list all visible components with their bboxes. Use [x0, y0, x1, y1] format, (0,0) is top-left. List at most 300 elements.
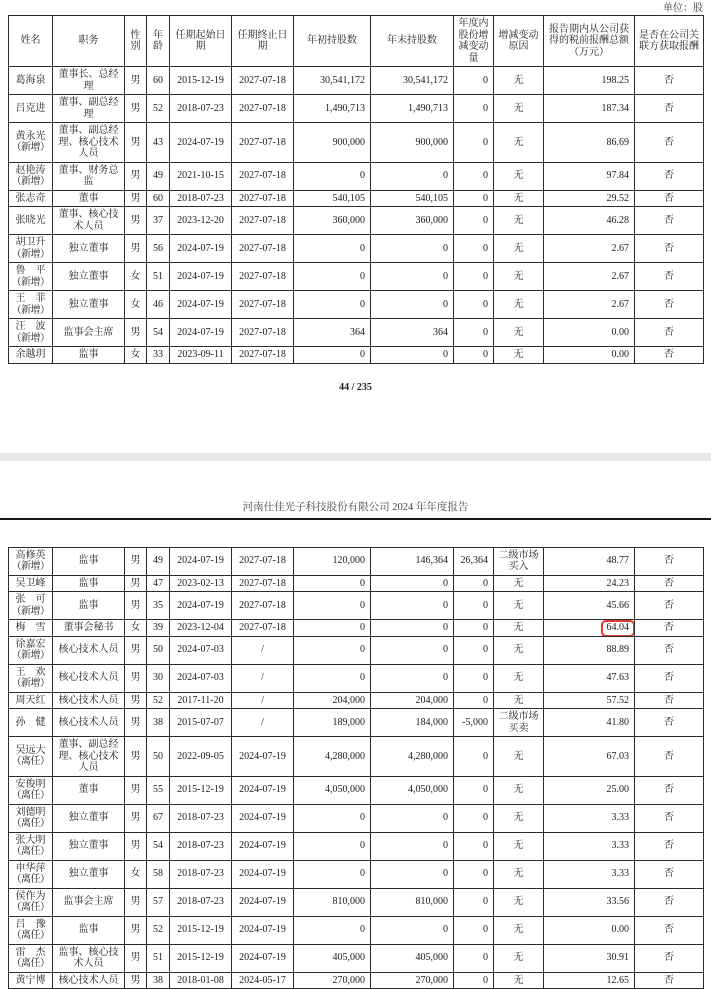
cell-term-end: 2027-07-18: [232, 123, 294, 163]
cell-term-start: 2023-12-20: [170, 207, 232, 235]
cell-shares-begin: 0: [294, 916, 371, 944]
cell-age: 56: [147, 235, 170, 263]
cell-change-reason: 无: [494, 664, 544, 692]
cell-age: 60: [147, 67, 170, 95]
cell-shares-end: 0: [371, 620, 454, 637]
cell-shares-begin: 1,490,713: [294, 95, 371, 123]
cell-change-reason: 无: [494, 575, 544, 592]
cell-change-reason: 无: [494, 944, 544, 972]
cell-age: 43: [147, 123, 170, 163]
table-row: [9, 319, 704, 347]
cell-compensation: [544, 547, 635, 575]
cell-gender: 男: [125, 832, 147, 860]
compensation-value: 2.67: [612, 271, 630, 283]
cell-position: 董事、副总经理、核心技术人员: [53, 123, 125, 163]
cell-term-start: 2023-02-13: [170, 575, 232, 592]
cell-related-party: 否: [635, 190, 704, 207]
compensation-value: 45.66: [607, 600, 630, 612]
table-row: [9, 916, 704, 944]
cell-shares-begin: 0: [294, 235, 371, 263]
cell-position: 董事长、总经理: [53, 67, 125, 95]
compensation-value: 88.89: [607, 644, 630, 656]
cell-share-change: 0: [454, 737, 494, 777]
cell-related-party: 否: [635, 575, 704, 592]
cell-change-reason: 无: [494, 860, 544, 888]
cell-term-end: /: [232, 692, 294, 709]
cell-term-start: 2024-07-03: [170, 664, 232, 692]
cell-term-start: 2015-12-19: [170, 776, 232, 804]
compensation-value: 29.52: [607, 193, 630, 205]
cell-name: 刘德明 （离任）: [9, 804, 53, 832]
table-row: [9, 620, 704, 637]
cell-shares-begin: 270,000: [294, 972, 371, 989]
cell-share-change: 0: [454, 832, 494, 860]
report-page-45: [0, 501, 711, 989]
compensation-value: 0.00: [612, 924, 630, 936]
cell-shares-end: 0: [371, 592, 454, 620]
compensation-value: 0.00: [612, 327, 630, 339]
table-row: [9, 162, 704, 190]
cell-related-party: 否: [635, 916, 704, 944]
cell-name: 周天红: [9, 692, 53, 709]
cell-related-party: 否: [635, 664, 704, 692]
title-rule: [0, 518, 711, 520]
table-row: [9, 575, 704, 592]
cell-related-party: 否: [635, 291, 704, 319]
cell-change-reason: 二级市场买卖: [494, 709, 544, 737]
col-header-gender: 性别: [125, 16, 147, 67]
compensation-value: 198.25: [602, 75, 630, 87]
cell-shares-end: 0: [371, 916, 454, 944]
cell-change-reason: 无: [494, 95, 544, 123]
cell-related-party: 否: [635, 592, 704, 620]
col-header-age: 年龄: [147, 16, 170, 67]
cell-age: 51: [147, 944, 170, 972]
cell-compensation: [544, 832, 635, 860]
cell-term-start: 2024-07-19: [170, 547, 232, 575]
cell-age: 67: [147, 804, 170, 832]
col-header-share-change: 年度内股份增减变动量: [454, 16, 494, 67]
compensation-value: 64.04: [601, 620, 635, 636]
cell-change-reason: 无: [494, 123, 544, 163]
cell-term-end: 2027-07-18: [232, 547, 294, 575]
compensation-value: 25.00: [607, 784, 630, 796]
cell-shares-end: 270,000: [371, 972, 454, 989]
cell-position: 监事、核心技术人员: [53, 944, 125, 972]
cell-gender: 男: [125, 319, 147, 347]
cell-shares-begin: 0: [294, 636, 371, 664]
col-header-related-party: 是否在公司关联方获取报酬: [635, 16, 704, 67]
cell-term-start: 2021-10-15: [170, 162, 232, 190]
cell-compensation: [544, 636, 635, 664]
cell-position: 独立董事: [53, 832, 125, 860]
cell-change-reason: 无: [494, 916, 544, 944]
unit-label: 单位：股: [0, 0, 711, 15]
cell-change-reason: 无: [494, 263, 544, 291]
cell-shares-end: 0: [371, 804, 454, 832]
cell-age: 33: [147, 347, 170, 364]
cell-shares-begin: 204,000: [294, 692, 371, 709]
cell-name: 黄永光 （新增）: [9, 123, 53, 163]
compensation-value: 33.56: [607, 896, 630, 908]
cell-shares-end: 0: [371, 575, 454, 592]
cell-change-reason: 无: [494, 207, 544, 235]
cell-share-change: 0: [454, 95, 494, 123]
cell-shares-end: 146,364: [371, 547, 454, 575]
cell-change-reason: 无: [494, 636, 544, 664]
cell-related-party: 否: [635, 692, 704, 709]
compensation-value: 97.84: [607, 170, 630, 182]
cell-position: 监事会主席: [53, 319, 125, 347]
cell-gender: 男: [125, 95, 147, 123]
compensation-value: 67.03: [607, 751, 630, 763]
cell-shares-begin: 0: [294, 664, 371, 692]
cell-term-end: 2027-07-18: [232, 95, 294, 123]
cell-term-end: 2027-07-18: [232, 347, 294, 364]
compensation-value: 24.23: [607, 578, 630, 590]
compensation-value: 187.34: [602, 103, 630, 115]
cell-term-start: 2015-12-19: [170, 67, 232, 95]
header-row: [9, 16, 704, 67]
cell-age: 47: [147, 575, 170, 592]
cell-position: 监事: [53, 916, 125, 944]
cell-shares-begin: 0: [294, 347, 371, 364]
cell-compensation: [544, 944, 635, 972]
cell-gender: 男: [125, 888, 147, 916]
cell-compensation: [544, 972, 635, 989]
cell-position: 董事会秘书: [53, 620, 125, 637]
cell-shares-begin: 364: [294, 319, 371, 347]
cell-name: 安俊明 （离任）: [9, 776, 53, 804]
cell-gender: 男: [125, 235, 147, 263]
cell-share-change: 0: [454, 860, 494, 888]
table-row: [9, 776, 704, 804]
cell-shares-end: 0: [371, 263, 454, 291]
cell-compensation: [544, 860, 635, 888]
cell-age: 60: [147, 190, 170, 207]
cell-age: 49: [147, 547, 170, 575]
cell-shares-end: 0: [371, 664, 454, 692]
cell-position: 核心技术人员: [53, 664, 125, 692]
cell-position: 监事: [53, 592, 125, 620]
cell-term-end: 2024-07-19: [232, 832, 294, 860]
cell-compensation: [544, 575, 635, 592]
cell-age: 38: [147, 972, 170, 989]
cell-compensation: [544, 620, 635, 637]
cell-term-start: 2018-07-23: [170, 95, 232, 123]
cell-related-party: 否: [635, 709, 704, 737]
cell-shares-end: 0: [371, 636, 454, 664]
compensation-value: 86.69: [607, 137, 630, 149]
cell-share-change: 0: [454, 263, 494, 291]
cell-term-end: 2027-07-18: [232, 319, 294, 347]
compensation-value: 3.33: [612, 840, 630, 852]
cell-name: 孙 健: [9, 709, 53, 737]
cell-shares-end: 4,050,000: [371, 776, 454, 804]
cell-term-start: 2018-07-23: [170, 860, 232, 888]
cell-age: 50: [147, 737, 170, 777]
cell-shares-end: 360,000: [371, 207, 454, 235]
cell-name: 鲁 平 （新增）: [9, 263, 53, 291]
cell-age: 46: [147, 291, 170, 319]
cell-age: 35: [147, 592, 170, 620]
cell-share-change: 0: [454, 162, 494, 190]
cell-compensation: [544, 776, 635, 804]
cell-change-reason: 二级市场买入: [494, 547, 544, 575]
cell-shares-end: 1,490,713: [371, 95, 454, 123]
cell-gender: 男: [125, 737, 147, 777]
cell-related-party: 否: [635, 123, 704, 163]
cell-shares-end: 810,000: [371, 888, 454, 916]
table-row: [9, 737, 704, 777]
page-separator: [0, 453, 711, 461]
cell-term-start: 2015-07-07: [170, 709, 232, 737]
cell-share-change: 0: [454, 67, 494, 95]
compensation-value: 57.52: [607, 695, 630, 707]
cell-name: 王 欢 （新增）: [9, 664, 53, 692]
cell-shares-end: 0: [371, 832, 454, 860]
cell-related-party: 否: [635, 888, 704, 916]
table-row: [9, 207, 704, 235]
cell-gender: 男: [125, 592, 147, 620]
table-row: [9, 67, 704, 95]
cell-position: 独立董事: [53, 235, 125, 263]
cell-age: 39: [147, 620, 170, 637]
cell-gender: 男: [125, 664, 147, 692]
cell-compensation: [544, 709, 635, 737]
cell-term-end: 2027-07-18: [232, 291, 294, 319]
table-row: [9, 123, 704, 163]
cell-compensation: [544, 592, 635, 620]
cell-shares-begin: 30,541,172: [294, 67, 371, 95]
cell-gender: 女: [125, 291, 147, 319]
cell-term-end: 2024-07-19: [232, 737, 294, 777]
cell-age: 50: [147, 636, 170, 664]
cell-shares-begin: 0: [294, 804, 371, 832]
cell-related-party: 否: [635, 207, 704, 235]
cell-name: 余越玥: [9, 347, 53, 364]
cell-term-start: 2017-11-20: [170, 692, 232, 709]
cell-position: 独立董事: [53, 804, 125, 832]
cell-name: 黄宁博: [9, 972, 53, 989]
cell-name: 吴远大 （离任）: [9, 737, 53, 777]
cell-term-start: 2024-07-19: [170, 123, 232, 163]
cell-term-end: 2027-07-18: [232, 207, 294, 235]
compensation-value: 47.63: [607, 672, 630, 684]
cell-term-end: 2027-07-18: [232, 235, 294, 263]
cell-change-reason: 无: [494, 972, 544, 989]
cell-compensation: [544, 190, 635, 207]
cell-shares-end: 405,000: [371, 944, 454, 972]
cell-compensation: [544, 123, 635, 163]
cell-shares-end: 900,000: [371, 123, 454, 163]
cell-term-start: 2022-09-05: [170, 737, 232, 777]
report-title: 河南仕佳光子科技股份有限公司 2024 年年度报告: [0, 501, 711, 514]
page-number: 44 / 235: [0, 382, 711, 393]
cell-position: 董事: [53, 190, 125, 207]
cell-shares-end: 204,000: [371, 692, 454, 709]
cell-gender: 男: [125, 190, 147, 207]
col-header-term-start: 任期起始日期: [170, 16, 232, 67]
cell-related-party: 否: [635, 944, 704, 972]
cell-term-start: 2018-07-23: [170, 804, 232, 832]
table-row: [9, 832, 704, 860]
cell-age: 38: [147, 709, 170, 737]
compensation-value: 2.67: [612, 243, 630, 255]
cell-shares-begin: 405,000: [294, 944, 371, 972]
table-row: [9, 944, 704, 972]
cell-related-party: 否: [635, 832, 704, 860]
cell-term-start: 2018-07-23: [170, 832, 232, 860]
table-row: [9, 547, 704, 575]
cell-term-end: 2024-07-19: [232, 776, 294, 804]
cell-term-end: 2027-07-18: [232, 67, 294, 95]
cell-share-change: 0: [454, 291, 494, 319]
cell-compensation: [544, 347, 635, 364]
cell-position: 监事: [53, 575, 125, 592]
cell-position: 董事、副总经理、核心技术人员: [53, 737, 125, 777]
compensation-value: 41.80: [607, 717, 630, 729]
cell-term-end: 2024-07-19: [232, 944, 294, 972]
cell-gender: 男: [125, 709, 147, 737]
executives-table-page2: [8, 547, 704, 989]
cell-term-start: 2024-07-19: [170, 592, 232, 620]
cell-term-start: 2024-07-19: [170, 319, 232, 347]
cell-name: 徐嘉宏 （新增）: [9, 636, 53, 664]
cell-shares-begin: 810,000: [294, 888, 371, 916]
cell-gender: 男: [125, 162, 147, 190]
compensation-value: 0.00: [612, 349, 630, 361]
executives-table-page1: [8, 15, 704, 364]
cell-shares-begin: 900,000: [294, 123, 371, 163]
cell-shares-end: 4,280,000: [371, 737, 454, 777]
compensation-value: 3.33: [612, 812, 630, 824]
col-header-change-reason: 增减变动原因: [494, 16, 544, 67]
cell-name: 高修英 （新增）: [9, 547, 53, 575]
cell-gender: 男: [125, 804, 147, 832]
cell-shares-end: 364: [371, 319, 454, 347]
cell-term-end: /: [232, 709, 294, 737]
cell-share-change: 0: [454, 592, 494, 620]
cell-shares-end: 0: [371, 162, 454, 190]
cell-shares-begin: 0: [294, 832, 371, 860]
cell-share-change: 26,364: [454, 547, 494, 575]
cell-gender: 男: [125, 575, 147, 592]
cell-shares-end: 540,105: [371, 190, 454, 207]
cell-gender: 女: [125, 347, 147, 364]
table-row: [9, 692, 704, 709]
cell-compensation: [544, 664, 635, 692]
cell-name: 梅 雪: [9, 620, 53, 637]
cell-position: 核心技术人员: [53, 636, 125, 664]
cell-age: 52: [147, 95, 170, 123]
cell-term-start: 2024-07-03: [170, 636, 232, 664]
cell-age: 52: [147, 692, 170, 709]
cell-position: 董事、核心技术人员: [53, 207, 125, 235]
report-page-44: [0, 0, 711, 393]
col-header-shares-end: 年末持股数: [371, 16, 454, 67]
compensation-value: 2.67: [612, 299, 630, 311]
compensation-value: 30.91: [607, 952, 630, 964]
cell-name: 张 可 （新增）: [9, 592, 53, 620]
cell-gender: 男: [125, 207, 147, 235]
cell-shares-end: 0: [371, 291, 454, 319]
cell-term-end: 2027-07-18: [232, 575, 294, 592]
cell-related-party: 否: [635, 737, 704, 777]
cell-gender: 女: [125, 263, 147, 291]
cell-change-reason: 无: [494, 235, 544, 263]
cell-share-change: 0: [454, 207, 494, 235]
cell-share-change: 0: [454, 888, 494, 916]
cell-change-reason: 无: [494, 888, 544, 916]
cell-shares-begin: 360,000: [294, 207, 371, 235]
cell-gender: 男: [125, 67, 147, 95]
cell-position: 核心技术人员: [53, 709, 125, 737]
cell-age: 37: [147, 207, 170, 235]
cell-related-party: 否: [635, 547, 704, 575]
cell-term-end: 2024-07-19: [232, 804, 294, 832]
col-header-compensation: 报告期内从公司获得的税前报酬总额（万元）: [544, 16, 635, 67]
cell-term-start: 2023-12-04: [170, 620, 232, 637]
table-row: [9, 190, 704, 207]
cell-share-change: 0: [454, 664, 494, 692]
cell-shares-begin: 0: [294, 575, 371, 592]
cell-age: 54: [147, 832, 170, 860]
cell-shares-begin: 4,050,000: [294, 776, 371, 804]
cell-term-start: 2018-07-23: [170, 190, 232, 207]
cell-position: 独立董事: [53, 263, 125, 291]
cell-share-change: 0: [454, 944, 494, 972]
cell-term-start: 2024-07-19: [170, 263, 232, 291]
cell-term-start: 2024-07-19: [170, 235, 232, 263]
cell-compensation: [544, 67, 635, 95]
cell-related-party: 否: [635, 95, 704, 123]
cell-name: 张晓光: [9, 207, 53, 235]
table-row: [9, 291, 704, 319]
table-row: [9, 636, 704, 664]
cell-term-start: 2015-12-19: [170, 916, 232, 944]
cell-share-change: 0: [454, 575, 494, 592]
cell-compensation: [544, 916, 635, 944]
cell-gender: 男: [125, 916, 147, 944]
cell-shares-end: 184,000: [371, 709, 454, 737]
table-row: [9, 235, 704, 263]
table-header: [9, 16, 704, 67]
table-row: [9, 263, 704, 291]
cell-term-end: 2027-07-18: [232, 263, 294, 291]
cell-term-end: 2027-07-18: [232, 592, 294, 620]
cell-related-party: 否: [635, 636, 704, 664]
cell-share-change: 0: [454, 620, 494, 637]
cell-change-reason: 无: [494, 67, 544, 95]
table-row: [9, 972, 704, 989]
cell-compensation: [544, 263, 635, 291]
cell-position: 核心技术人员: [53, 692, 125, 709]
table-row: [9, 860, 704, 888]
cell-related-party: 否: [635, 67, 704, 95]
cell-shares-begin: 4,280,000: [294, 737, 371, 777]
cell-name: 汪 波 （新增）: [9, 319, 53, 347]
cell-compensation: [544, 291, 635, 319]
cell-position: 独立董事: [53, 860, 125, 888]
cell-related-party: 否: [635, 235, 704, 263]
cell-age: 49: [147, 162, 170, 190]
cell-term-start: 2015-12-19: [170, 944, 232, 972]
cell-change-reason: 无: [494, 620, 544, 637]
cell-change-reason: 无: [494, 592, 544, 620]
cell-shares-end: 0: [371, 860, 454, 888]
cell-name: 王 菲 （新增）: [9, 291, 53, 319]
